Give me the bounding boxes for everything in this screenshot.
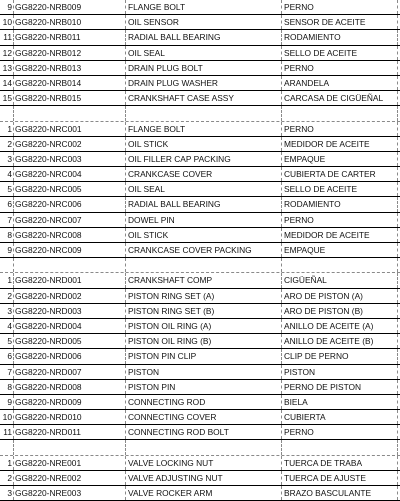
english-name-cell	[126, 106, 282, 120]
item-number-cell: 3	[0, 304, 14, 318]
table-row	[0, 182, 400, 197]
table-row	[0, 213, 400, 228]
item-number-cell	[0, 440, 14, 454]
spanish-name-cell: PERNO	[282, 425, 398, 439]
english-name-cell: FLANGE BOLT	[126, 0, 282, 14]
item-number-cell: 7	[0, 213, 14, 227]
english-name-cell: PISTON RING SET (B)	[126, 304, 282, 318]
part-code-cell: GG8220-NRD006	[14, 349, 126, 363]
item-number-cell	[0, 106, 14, 120]
english-name-cell: VALVE ROCKER ARM	[126, 486, 282, 500]
spanish-name-cell: TUERCA DE AJUSTE	[282, 471, 398, 485]
english-name-cell: PISTON PIN CLIP	[126, 349, 282, 363]
item-number-cell: 15	[0, 91, 14, 105]
part-code-cell: GG8220-NRE001	[14, 456, 126, 470]
item-number-cell	[0, 258, 14, 272]
english-name-cell: DRAIN PLUG WASHER	[126, 76, 282, 90]
spanish-name-cell: SELLO DE ACEITE	[282, 182, 398, 196]
spanish-name-cell: PERNO	[282, 61, 398, 75]
spanish-name-cell: PISTON	[282, 365, 398, 379]
item-number-cell: 2	[0, 137, 14, 151]
english-name-cell	[126, 258, 282, 272]
spanish-name-cell: EMPAQUE	[282, 152, 398, 166]
table-row	[0, 167, 400, 182]
table-row	[0, 197, 400, 212]
table-row	[0, 152, 400, 167]
item-number-cell: 4	[0, 319, 14, 333]
section-separator-row	[0, 258, 400, 273]
table-row	[0, 273, 400, 288]
english-name-cell: OIL STICK	[126, 228, 282, 242]
item-number-cell: 6	[0, 197, 14, 211]
table-row	[0, 228, 400, 243]
spanish-name-cell: CARCASA DE CIGÜEÑAL	[282, 91, 398, 105]
spanish-name-cell: EMPAQUE	[282, 243, 398, 257]
table-row	[0, 91, 400, 106]
item-number-cell: 11	[0, 425, 14, 439]
part-code-cell: GG8220-NRB011	[14, 30, 126, 44]
english-name-cell: RADIAL BALL BEARING	[126, 30, 282, 44]
table-row	[0, 471, 400, 486]
table-row	[0, 122, 400, 137]
english-name-cell: OIL SEAL	[126, 182, 282, 196]
spanish-name-cell: SELLO DE ACEITE	[282, 46, 398, 60]
part-code-cell	[14, 258, 126, 272]
table-row	[0, 30, 400, 45]
spanish-name-cell: SENSOR DE ACEITE	[282, 15, 398, 29]
spanish-name-cell: ARO DE PISTON (B)	[282, 304, 398, 318]
english-name-cell: PISTON OIL RING (A)	[126, 319, 282, 333]
english-name-cell: CRANKSHAFT CASE ASSY	[126, 91, 282, 105]
english-name-cell: FLANGE BOLT	[126, 122, 282, 136]
spanish-name-cell	[282, 258, 398, 272]
spanish-name-cell: RODAMIENTO	[282, 197, 398, 211]
part-code-cell: GG8220-NRB012	[14, 46, 126, 60]
table-row	[0, 243, 400, 258]
part-code-cell: GG8220-NRC007	[14, 213, 126, 227]
english-name-cell: PISTON	[126, 365, 282, 379]
table-row	[0, 0, 400, 15]
english-name-cell: CRANKCASE COVER	[126, 167, 282, 181]
english-name-cell: VALVE ADJUSTING NUT	[126, 471, 282, 485]
part-code-cell: GG8220-NRC006	[14, 197, 126, 211]
part-code-cell: GG8220-NRC009	[14, 243, 126, 257]
spanish-name-cell: CIGÜEÑAL	[282, 273, 398, 287]
english-name-cell: DRAIN PLUG BOLT	[126, 61, 282, 75]
part-code-cell: GG8220-NRC005	[14, 182, 126, 196]
part-code-cell: GG8220-NRD011	[14, 425, 126, 439]
part-code-cell: GG8220-NRD005	[14, 334, 126, 348]
part-code-cell: GG8220-NRD002	[14, 289, 126, 303]
part-code-cell: GG8220-NRD008	[14, 380, 126, 394]
table-row	[0, 410, 400, 425]
item-number-cell: 13	[0, 61, 14, 75]
item-number-cell: 9	[0, 395, 14, 409]
spanish-name-cell: CLIP DE PERNO	[282, 349, 398, 363]
english-name-cell: OIL SEAL	[126, 46, 282, 60]
item-number-cell: 14	[0, 76, 14, 90]
part-code-cell: GG8220-NRC001	[14, 122, 126, 136]
spanish-name-cell: BRAZO BASCULANTE	[282, 486, 398, 500]
table-row	[0, 319, 400, 334]
item-number-cell: 7	[0, 365, 14, 379]
spanish-name-cell: CUBIERTA	[282, 410, 398, 424]
item-number-cell: 5	[0, 334, 14, 348]
part-code-cell: GG8220-NRC008	[14, 228, 126, 242]
english-name-cell: CRANKSHAFT COMP	[126, 273, 282, 287]
spanish-name-cell: ARO DE PISTON (A)	[282, 289, 398, 303]
english-name-cell: CONNECTING ROD	[126, 395, 282, 409]
table-row	[0, 334, 400, 349]
english-name-cell: PISTON OIL RING (B)	[126, 334, 282, 348]
spanish-name-cell: CUBIERTA DE CARTER	[282, 167, 398, 181]
item-number-cell: 4	[0, 167, 14, 181]
part-code-cell	[14, 440, 126, 454]
item-number-cell: 9	[0, 243, 14, 257]
part-code-cell: GG8220-NRB014	[14, 76, 126, 90]
part-code-cell: GG8220-NRD009	[14, 395, 126, 409]
english-name-cell: OIL STICK	[126, 137, 282, 151]
table-row	[0, 15, 400, 30]
spanish-name-cell: PERNO DE PISTON	[282, 380, 398, 394]
english-name-cell: OIL SENSOR	[126, 15, 282, 29]
english-name-cell: RADIAL BALL BEARING	[126, 197, 282, 211]
table-row	[0, 380, 400, 395]
part-code-cell: GG8220-NRD007	[14, 365, 126, 379]
part-code-cell: GG8220-NRD001	[14, 273, 126, 287]
spanish-name-cell: TUERCA DE TRABA	[282, 456, 398, 470]
item-number-cell: 1	[0, 122, 14, 136]
spanish-name-cell: PERNO	[282, 122, 398, 136]
spanish-name-cell: BIELA	[282, 395, 398, 409]
section-separator-row	[0, 440, 400, 455]
part-code-cell: GG8220-NRC003	[14, 152, 126, 166]
item-number-cell: 9	[0, 0, 14, 14]
part-code-cell: GG8220-NRD010	[14, 410, 126, 424]
item-number-cell: 3	[0, 486, 14, 500]
item-number-cell: 8	[0, 228, 14, 242]
part-code-cell: GG8220-NRC002	[14, 137, 126, 151]
item-number-cell: 2	[0, 289, 14, 303]
part-code-cell: GG8220-NRE002	[14, 471, 126, 485]
english-name-cell: CONNECTING ROD BOLT	[126, 425, 282, 439]
item-number-cell: 1	[0, 273, 14, 287]
english-name-cell	[126, 440, 282, 454]
table-row	[0, 304, 400, 319]
english-name-cell: PISTON RING SET (A)	[126, 289, 282, 303]
part-code-cell: GG8220-NRE003	[14, 486, 126, 500]
item-number-cell: 10	[0, 410, 14, 424]
english-name-cell: CRANKCASE COVER PACKING	[126, 243, 282, 257]
table-row	[0, 349, 400, 364]
table-row	[0, 289, 400, 304]
english-name-cell: VALVE LOCKING NUT	[126, 456, 282, 470]
table-row	[0, 395, 400, 410]
table-row	[0, 486, 400, 501]
table-row	[0, 365, 400, 380]
item-number-cell: 3	[0, 152, 14, 166]
spanish-name-cell	[282, 440, 398, 454]
spanish-name-cell: ANILLO DE ACEITE (B)	[282, 334, 398, 348]
part-code-cell: GG8220-NRB013	[14, 61, 126, 75]
english-name-cell: PISTON PIN	[126, 380, 282, 394]
spanish-name-cell: PERNO	[282, 213, 398, 227]
spanish-name-cell: MEDIDOR DE ACEITE	[282, 228, 398, 242]
spanish-name-cell: PERNO	[282, 0, 398, 14]
part-code-cell: GG8220-NRB015	[14, 91, 126, 105]
item-number-cell: 1	[0, 456, 14, 470]
item-number-cell: 8	[0, 380, 14, 394]
english-name-cell: DOWEL PIN	[126, 213, 282, 227]
spanish-name-cell: MEDIDOR DE ACEITE	[282, 137, 398, 151]
item-number-cell: 10	[0, 15, 14, 29]
spanish-name-cell: ARANDELA	[282, 76, 398, 90]
section-separator-row	[0, 106, 400, 121]
table-row	[0, 137, 400, 152]
part-code-cell: GG8220-NRB009	[14, 0, 126, 14]
english-name-cell: CONNECTING COVER	[126, 410, 282, 424]
table-row	[0, 76, 400, 91]
item-number-cell: 6	[0, 349, 14, 363]
item-number-cell: 5	[0, 182, 14, 196]
item-number-cell: 12	[0, 46, 14, 60]
part-code-cell	[14, 106, 126, 120]
table-row	[0, 61, 400, 76]
item-number-cell: 11	[0, 30, 14, 44]
spanish-name-cell	[282, 106, 398, 120]
table-row	[0, 425, 400, 440]
spanish-name-cell: ANILLO DE ACEITE (A)	[282, 319, 398, 333]
part-code-cell: GG8220-NRD003	[14, 304, 126, 318]
part-code-cell: GG8220-NRD004	[14, 319, 126, 333]
item-number-cell: 2	[0, 471, 14, 485]
english-name-cell: OIL FILLER CAP PACKING	[126, 152, 282, 166]
spanish-name-cell: RODAMIENTO	[282, 30, 398, 44]
part-code-cell: GG8220-NRB010	[14, 15, 126, 29]
table-row	[0, 46, 400, 61]
part-code-cell: GG8220-NRC004	[14, 167, 126, 181]
